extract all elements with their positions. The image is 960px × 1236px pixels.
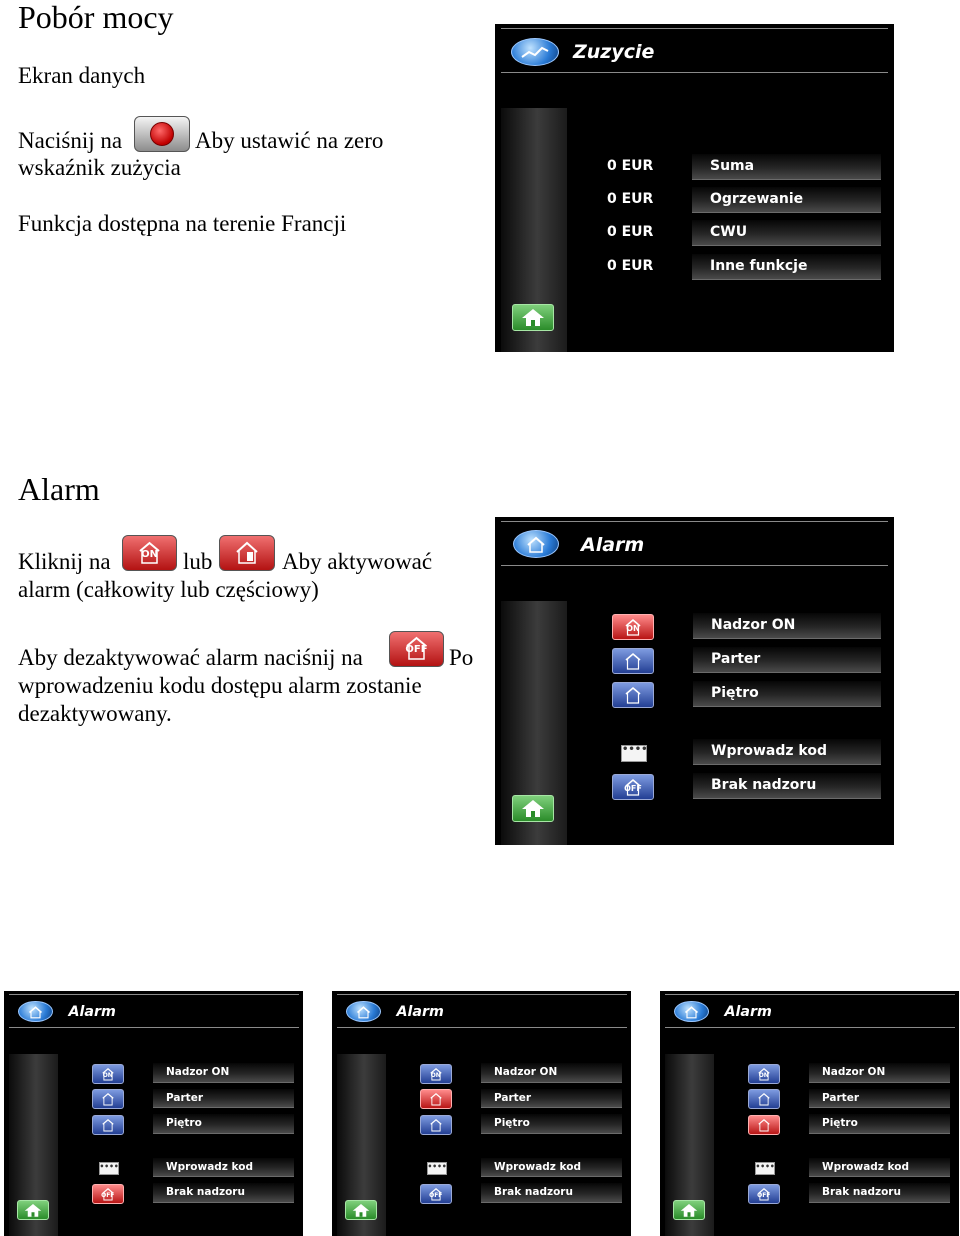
row-brak-nadzoru[interactable] — [481, 1183, 622, 1203]
home-icon — [18, 1201, 48, 1220]
house-partial-icon[interactable] — [612, 682, 654, 708]
alarm-off-icon[interactable] — [612, 774, 654, 800]
row-brak-nadzoru-label: Brak nadzoru — [822, 1186, 901, 1198]
alarm-on-badge: ON — [141, 549, 158, 560]
house-partial-icon — [220, 536, 274, 570]
row-brak-nadzoru[interactable] — [693, 773, 881, 799]
house-partial-icon[interactable] — [748, 1115, 780, 1135]
power-line3: Funkcja dostępna na terenie Francji — [18, 211, 347, 236]
value-suma: 0 EUR — [607, 158, 654, 174]
on-badge: ON — [430, 1071, 441, 1079]
home-button[interactable] — [673, 1200, 705, 1221]
row-wprowadz-kod[interactable] — [153, 1158, 294, 1178]
row-parter[interactable] — [693, 647, 881, 673]
on-badge: ON — [758, 1071, 769, 1079]
row-parter[interactable] — [809, 1089, 950, 1109]
row-parter[interactable] — [481, 1089, 622, 1109]
alarm-line3-pre: Aby dezaktywować alarm naciśnij na — [18, 645, 363, 670]
alarm-header-icon — [513, 530, 559, 558]
alarm-screen-main — [495, 517, 894, 845]
alarm-line1-post: Aby aktywować — [282, 549, 433, 574]
red-dot-icon — [150, 122, 174, 146]
row-wprowadz-kod[interactable] — [481, 1158, 622, 1178]
alarm-header-icon — [346, 1001, 381, 1023]
row-brak-nadzoru-label: Brak nadzoru — [711, 777, 817, 793]
row-ogrzewanie[interactable] — [692, 187, 881, 213]
alarm-line1-mid: lub — [183, 549, 213, 574]
off-badge: OFF — [101, 1191, 115, 1199]
house-partial-icon[interactable] — [420, 1089, 452, 1109]
row-pietro-label: Piętro — [494, 1117, 530, 1129]
alarm-on-icon[interactable] — [612, 614, 654, 640]
home-icon — [346, 1201, 376, 1220]
house-partial-icon[interactable] — [92, 1089, 124, 1109]
alarm-line4: wprowadzeniu kodu dostępu alarm zostanie — [18, 673, 422, 698]
alarm-off-icon[interactable] — [92, 1184, 124, 1204]
alarm-screen-title: Alarm — [724, 1003, 772, 1020]
alarm-on-icon[interactable] — [748, 1064, 780, 1084]
value-ogrzewanie: 0 EUR — [607, 191, 654, 207]
row-wprowadz-kod-label: Wprowadz kod — [166, 1160, 253, 1173]
row-pietro[interactable] — [481, 1114, 622, 1134]
alarm-screen-total — [4, 991, 303, 1236]
consumption-screen — [495, 24, 894, 352]
alarm-off-icon[interactable] — [748, 1184, 780, 1204]
row-parter-label: Parter — [494, 1091, 531, 1104]
row-parter-label: Parter — [166, 1091, 203, 1104]
off-badge: OFF — [757, 1191, 771, 1199]
row-pietro[interactable] — [153, 1114, 294, 1134]
alarm-partial-button[interactable] — [219, 535, 275, 571]
alarm-on-icon[interactable] — [420, 1064, 452, 1084]
home-button[interactable] — [512, 795, 554, 822]
value-cwu: 0 EUR — [607, 224, 654, 240]
row-parter[interactable] — [153, 1089, 294, 1109]
alarm-line5: dezaktywowany. — [18, 701, 172, 726]
row-pietro-label: Piętro — [166, 1117, 202, 1129]
alarm-off-icon[interactable] — [420, 1184, 452, 1204]
row-nadzor-on[interactable] — [153, 1063, 294, 1083]
row-wprowadz-kod[interactable] — [809, 1158, 950, 1178]
row-nadzor-on-label: Nadzor ON — [494, 1066, 558, 1078]
row-brak-nadzoru[interactable] — [153, 1183, 294, 1203]
on-badge: ON — [626, 624, 640, 633]
power-section-title: Pobór mocy — [18, 0, 174, 35]
row-ogrzewanie-label: Ogrzewanie — [710, 191, 804, 207]
value-inne: 0 EUR — [607, 258, 654, 274]
house-partial-icon[interactable] — [612, 648, 654, 674]
row-wprowadz-kod-label: Wprowadz kod — [822, 1160, 909, 1173]
alarm-header-icon — [674, 1001, 709, 1023]
row-brak-nadzoru-label: Brak nadzoru — [166, 1186, 245, 1198]
row-cwu-label: CWU — [710, 224, 748, 240]
row-pietro[interactable] — [693, 681, 881, 707]
alarm-screen-title: Alarm — [396, 1003, 444, 1020]
row-nadzor-on-label: Nadzor ON — [711, 617, 796, 633]
home-icon — [513, 305, 553, 330]
row-inne-funkcje[interactable] — [692, 254, 881, 280]
row-brak-nadzoru-label: Brak nadzoru — [494, 1186, 573, 1198]
alarm-on-button[interactable] — [122, 535, 177, 571]
alarm-off-badge: OFF — [405, 644, 428, 655]
row-nadzor-on[interactable] — [809, 1063, 950, 1083]
off-badge: OFF — [429, 1191, 443, 1199]
row-cwu[interactable] — [692, 220, 881, 246]
on-badge: ON — [102, 1071, 113, 1079]
house-partial-icon[interactable] — [748, 1089, 780, 1109]
row-inne-label: Inne funkcje — [710, 258, 808, 274]
alarm-line2: alarm (całkowity lub częściowy) — [18, 577, 319, 602]
alarm-line3-post: Po — [449, 645, 474, 670]
house-partial-icon[interactable] — [420, 1115, 452, 1135]
off-badge: OFF — [624, 784, 642, 793]
row-wprowadz-kod[interactable] — [693, 739, 881, 765]
row-pietro[interactable] — [809, 1114, 950, 1134]
row-parter-label: Parter — [711, 651, 761, 667]
home-icon — [513, 796, 553, 821]
power-subtitle: Ekran danych — [18, 63, 146, 88]
keypad-icon[interactable]: •••• — [755, 1162, 775, 1175]
row-brak-nadzoru[interactable] — [809, 1183, 950, 1203]
power-line2: wskaźnik zużycia — [18, 155, 181, 180]
alarm-line1-pre: Kliknij na — [18, 549, 111, 574]
keypad-icon[interactable]: •••• — [621, 745, 647, 762]
alarm-screen-title: Alarm — [68, 1003, 116, 1020]
keypad-icon[interactable]: •••• — [99, 1162, 119, 1175]
alarm-screen-title: Alarm — [581, 534, 645, 556]
alarm-header-icon — [18, 1001, 53, 1023]
row-suma-label: Suma — [710, 158, 755, 174]
alarm-section-title: Alarm — [18, 471, 100, 507]
row-wprowadz-kod-label: Wprowadz kod — [494, 1160, 581, 1173]
alarm-on-icon[interactable] — [92, 1064, 124, 1084]
row-nadzor-on[interactable] — [693, 613, 881, 639]
row-pietro-label: Piętro — [822, 1117, 858, 1129]
home-button[interactable] — [17, 1200, 49, 1221]
row-nadzor-on-label: Nadzor ON — [166, 1066, 230, 1078]
home-button[interactable] — [512, 304, 554, 331]
consumption-title: Zuzycie — [573, 41, 655, 63]
home-button[interactable] — [345, 1200, 377, 1221]
row-nadzor-on[interactable] — [481, 1063, 622, 1083]
alarm-screen-ground — [332, 991, 631, 1236]
keypad-icon[interactable]: •••• — [427, 1162, 447, 1175]
house-partial-icon[interactable] — [92, 1115, 124, 1135]
row-suma[interactable] — [692, 154, 881, 180]
row-nadzor-on-label: Nadzor ON — [822, 1066, 886, 1078]
chart-icon — [511, 38, 559, 66]
power-line1-pre: Naciśnij na — [18, 128, 123, 153]
home-icon — [674, 1201, 704, 1220]
power-line1-post: Aby ustawić na zero — [195, 128, 384, 153]
row-wprowadz-kod-label: Wprowadz kod — [711, 743, 827, 759]
alarm-off-button[interactable] — [389, 631, 444, 667]
row-parter-label: Parter — [822, 1091, 859, 1104]
row-pietro-label: Piętro — [711, 685, 759, 701]
reset-consumption-button[interactable] — [134, 116, 190, 152]
alarm-screen-floor — [660, 991, 959, 1236]
